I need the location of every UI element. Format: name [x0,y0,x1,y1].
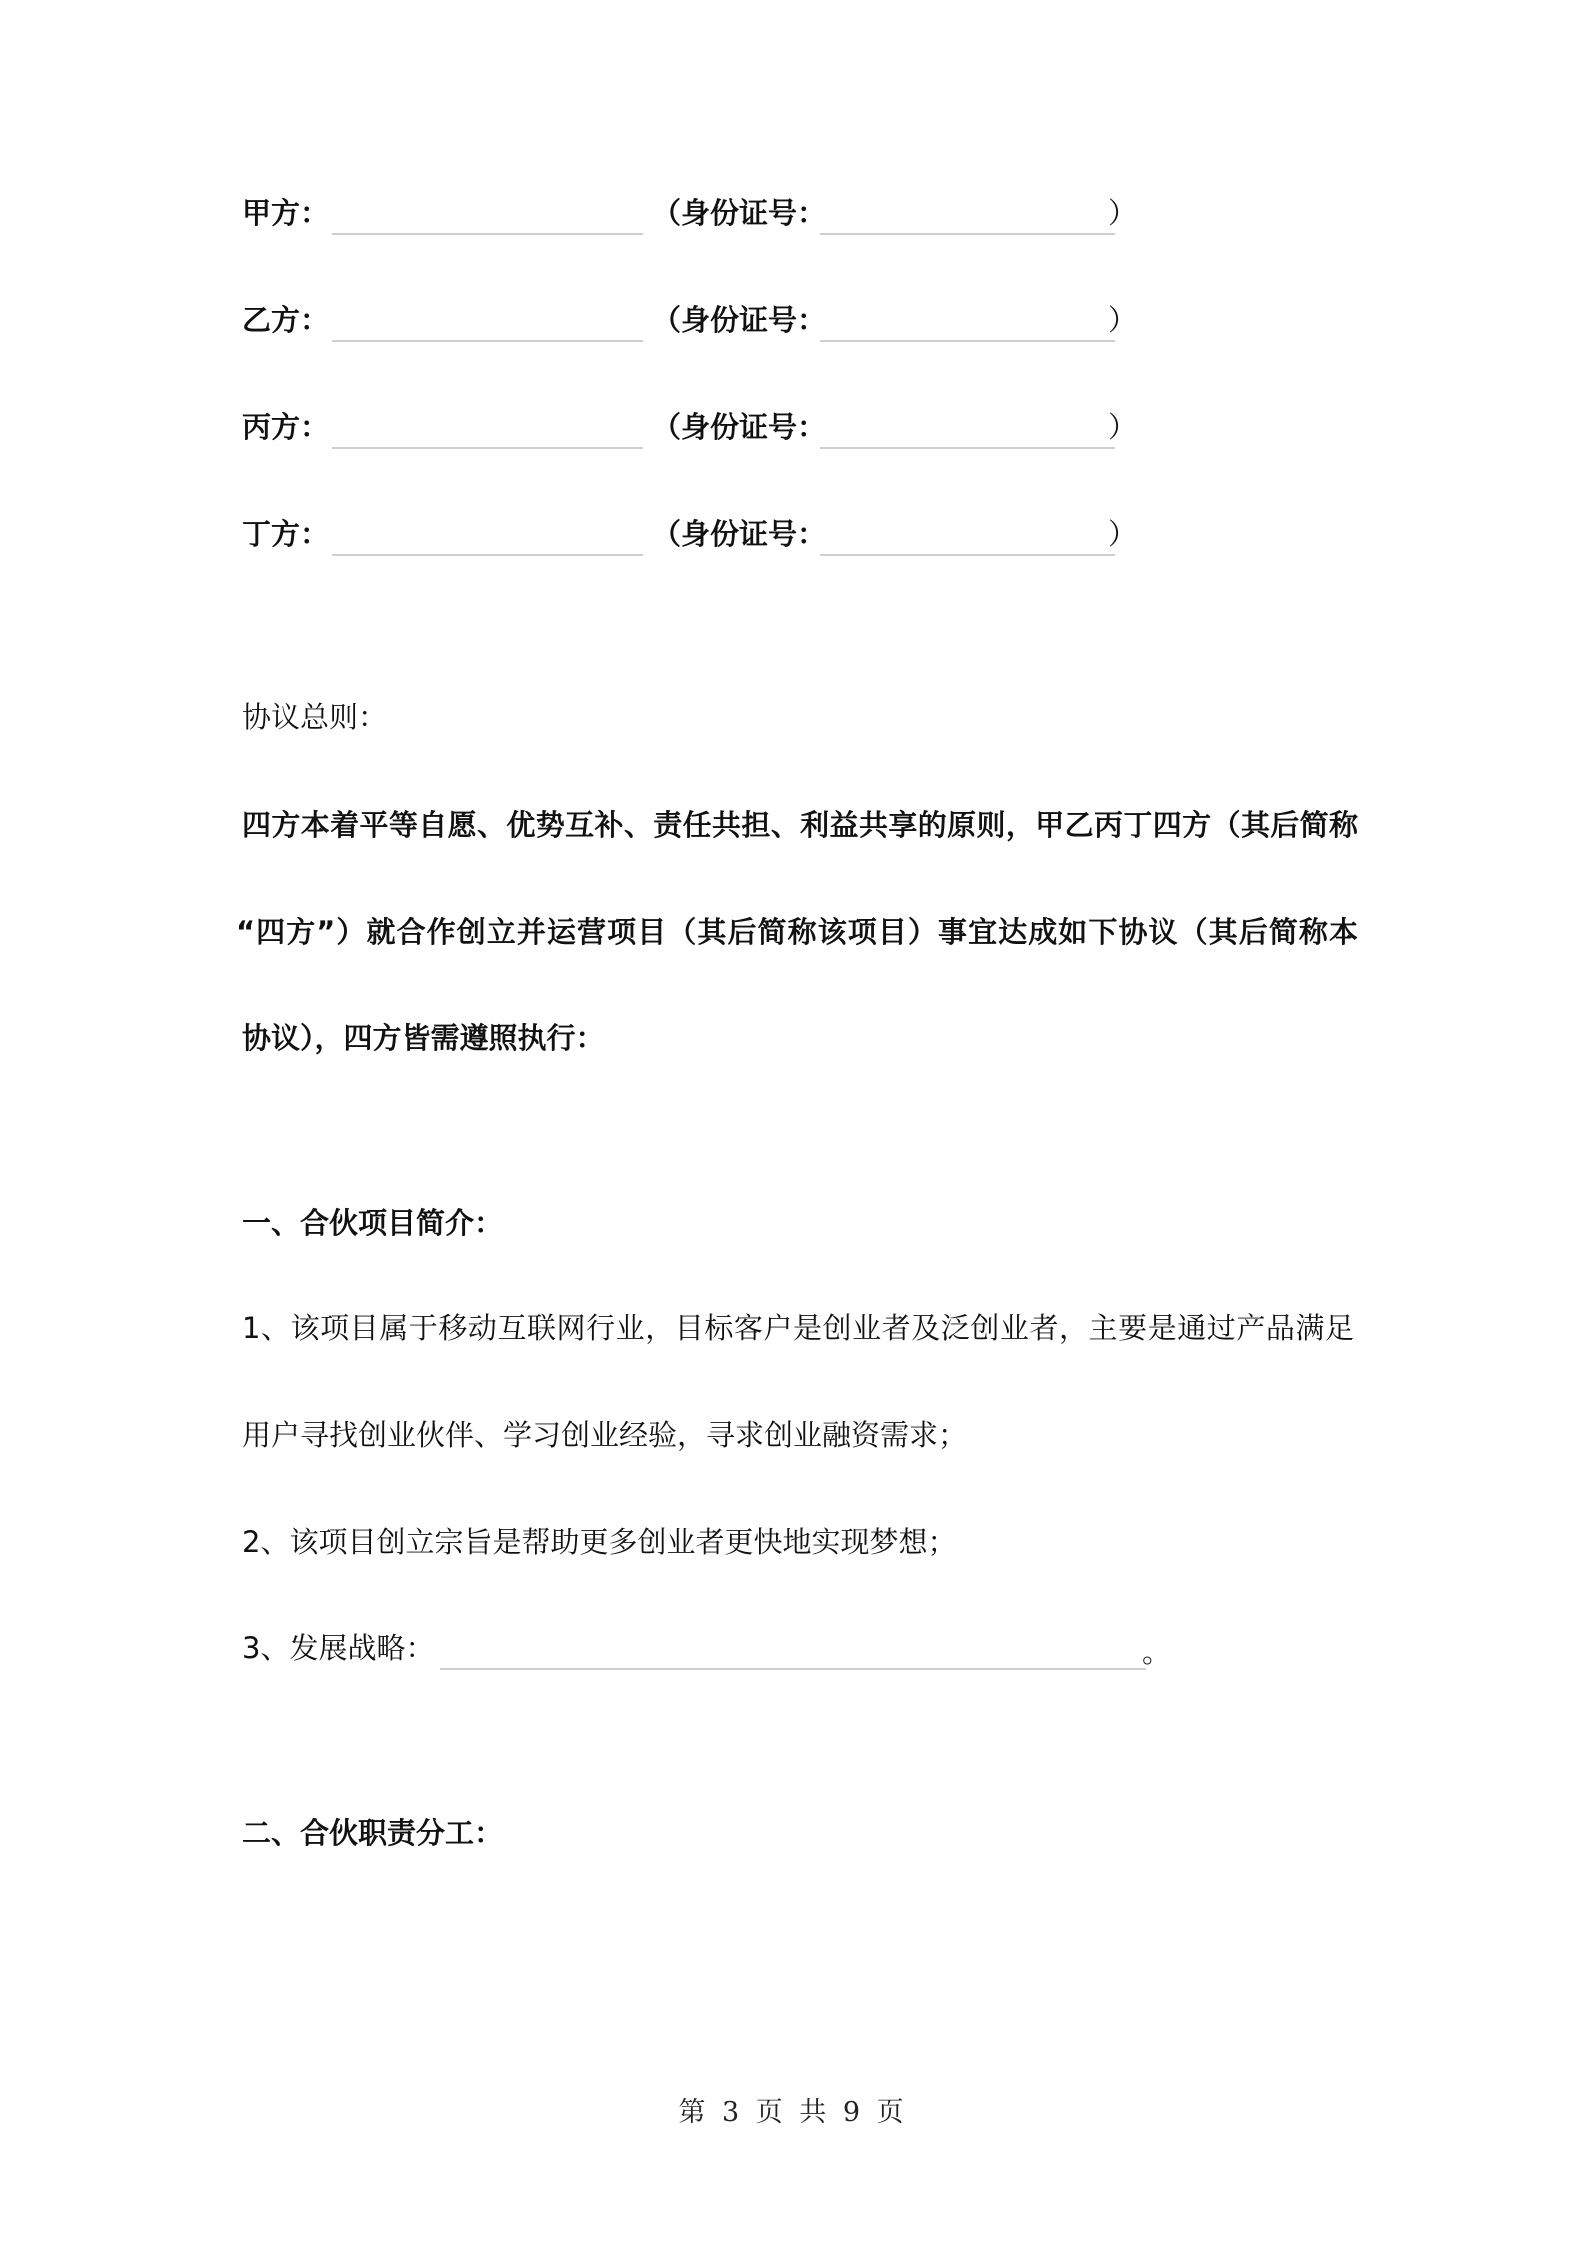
close-paren: ） [1108,196,1138,230]
general-line: 协议），四方皆需遵照执行： [242,1021,605,1055]
id-label: （身份证号： [652,303,827,337]
id-blank[interactable] [820,340,1115,342]
id-blank[interactable] [820,447,1115,449]
id-blank[interactable] [820,233,1115,235]
name-blank[interactable] [332,233,643,235]
section1-line: 1、该项目属于移动互联网行业，目标客户是创业者及泛创业者，主要是通过产品满足 [242,1311,1354,1345]
party-label: 甲方： [242,196,330,230]
section-heading-2: 二、合伙职责分工： [242,1816,504,1850]
id-blank[interactable] [820,554,1115,556]
general-heading: 协议总则： [242,700,388,734]
strategy-blank[interactable] [440,1668,1146,1670]
section1-line: 用户寻找创业伙伴、学习创业经验，寻求创业融资需求； [242,1418,968,1452]
general-line: 四方本着平等自愿、优势互补、责任共担、利益共享的原则，甲乙丙丁四方（其后简称 [242,808,1358,842]
section-heading-1: 一、合伙项目简介： [242,1206,504,1240]
id-label: （身份证号： [652,410,827,444]
strategy-end: 。 [1142,1635,1172,1669]
section1-line: 2、该项目创立宗旨是帮助更多创业者更快地实现梦想； [242,1525,957,1559]
general-line: “四方”）就合作创立并运营项目（其后简称该项目）事宜达成如下协议（其后简称本 [236,915,1358,949]
party-label: 乙方： [242,303,330,337]
name-blank[interactable] [332,340,643,342]
strategy-label: 3、发展战略： [242,1631,435,1665]
close-paren: ） [1108,517,1138,551]
party-label: 丁方： [242,517,330,551]
id-label: （身份证号： [652,517,827,551]
name-blank[interactable] [332,554,643,556]
close-paren: ） [1108,303,1138,337]
page-number: 第 3 页 共 9 页 [678,2097,908,2128]
id-label: （身份证号： [652,196,827,230]
name-blank[interactable] [332,447,643,449]
close-paren: ） [1108,410,1138,444]
party-label: 丙方： [242,410,330,444]
